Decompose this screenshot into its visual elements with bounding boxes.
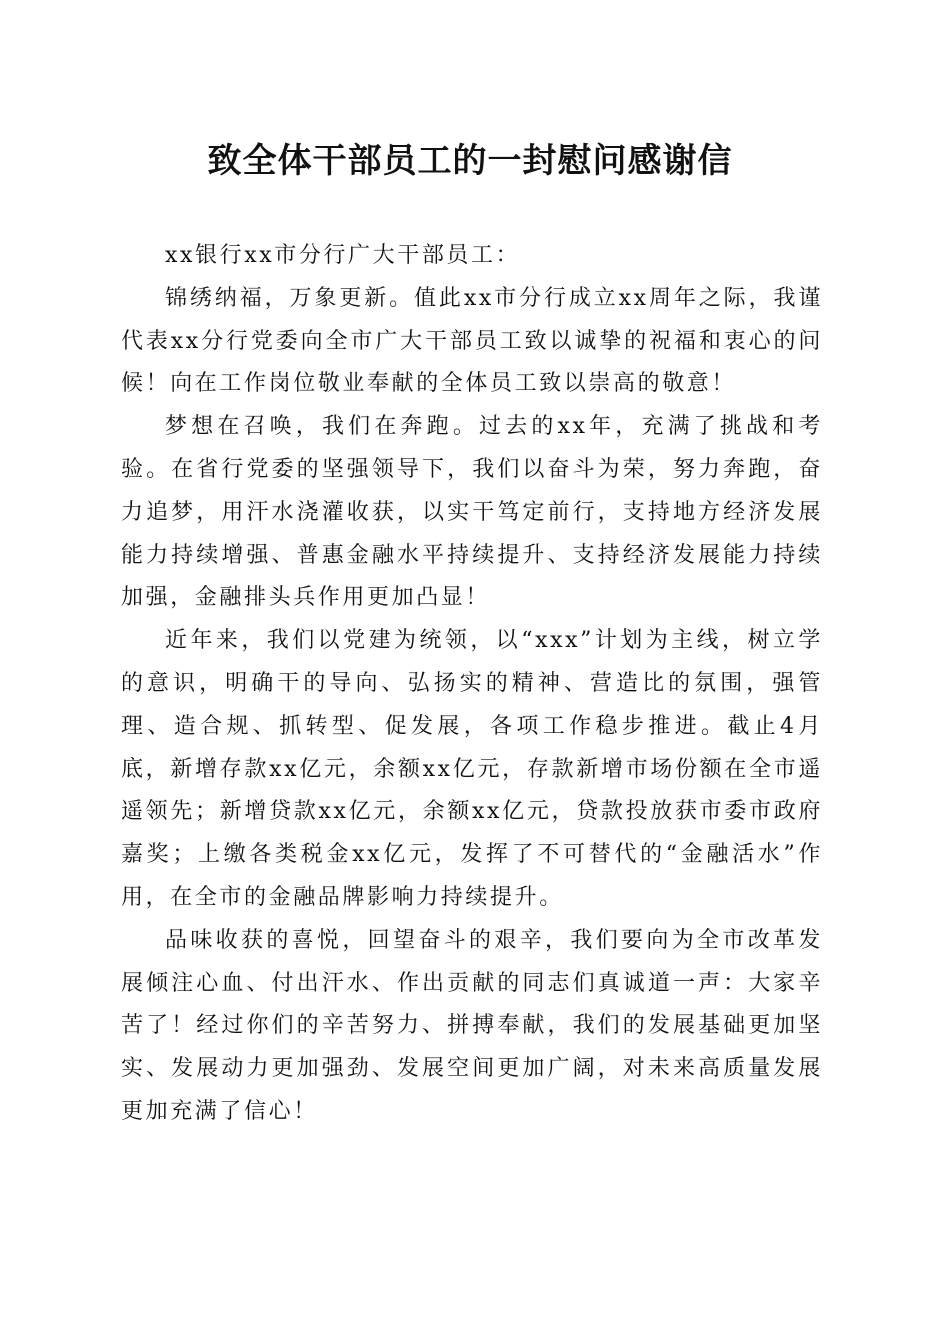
document-title: 致全体干部员工的一封慰问感谢信 — [207, 141, 733, 181]
paragraph-2: 梦想在召唤，我们在奔跑。过去的xx年，充满了挑战和考验。在省行党委的坚强领导下，我们以奋斗为荣，努力奔跑，奋力追梦，用汗水浇灌收获，以实干笃定前行，支持地方经济发展能力持续增强、普惠金融水平持续提升、支持经济发展能力持续加强，金融排头兵作用更加凸显！ — [121, 414, 823, 611]
paragraph-3: 近年来，我们以党建为统领，以“xxx”计划为主线，树立学的意识，明确干的导向、弘扬实的精神、营造比的氛围，强管理、造合规、抓转型、促发展，各项工作稳步推进。截止4月底，新增存款xx亿元，余额xx亿元，存款新增市场份额在全市遥遥领先；新增贷款xx亿元，余额xx亿元，贷款投放获市委市政府嘉奖；上缴各类税金xx亿元，发挥了不可替代的“金融活水”作用，在全市的金融品牌影响力持续提升。 — [121, 628, 823, 910]
document-body — [121, 235, 823, 1134]
paragraph-4: 品味收获的喜悦，回望奋斗的艰辛，我们要向为全市改革发展倾注心血、付出汗水、作出贡献的同志们真诚道一声：大家辛苦了！经过你们的辛苦努力、拼搏奉献，我们的发展基础更加坚实、发展动力更加强劲、发展空间更加广阔，对未来高质量发展更加充满了信心！ — [121, 927, 823, 1124]
paragraph-1: 锦绣纳福，万象更新。值此xx市分行成立xx周年之际，我谨代表xx分行党委向全市广大干部员工致以诚挚的祝福和衷心的问候！向在工作岗位敬业奉献的全体员工致以崇高的敬意！ — [121, 285, 823, 397]
salutation: xx银行xx市分行广大干部员工： — [165, 243, 521, 268]
